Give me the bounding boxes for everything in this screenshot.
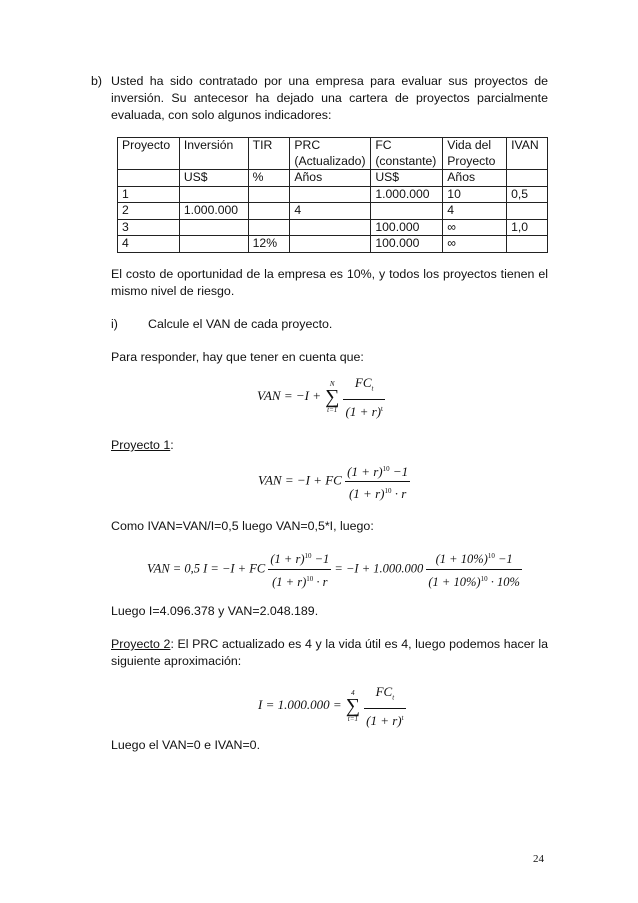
luego-paragraph: Luego I=4.096.378 y VAN=2.048.189. xyxy=(111,604,319,618)
eq3-den: (1 + r) xyxy=(272,575,307,589)
table-row xyxy=(118,219,548,236)
eq2-num: (1 + r) xyxy=(347,464,383,479)
table-units-row xyxy=(118,170,548,187)
table-row xyxy=(118,203,548,220)
header-cell: IVAN xyxy=(507,138,548,170)
eq3-den-tail: · r xyxy=(313,575,328,589)
para-responder: Para responder, hay que tener en cuenta que: xyxy=(111,350,364,364)
cell: 1.000.000 xyxy=(179,203,248,220)
item-i-text: Calcule el VAN de cada proyecto. xyxy=(148,317,333,331)
eq3-num-tail: −1 xyxy=(311,552,330,566)
cell: 2 xyxy=(118,203,180,220)
cell: 3 xyxy=(118,219,180,236)
eq1-num: FC xyxy=(354,375,372,390)
eq3-fraction-a xyxy=(268,548,331,591)
eq4-fraction xyxy=(364,683,405,729)
eq2-num-tail: −1 xyxy=(389,464,409,479)
unit-cell: % xyxy=(248,170,290,187)
table-header-row xyxy=(118,138,548,170)
unit-cell: US$ xyxy=(179,170,248,187)
proyecto1-label: Proyecto 1 xyxy=(111,438,171,452)
table-row xyxy=(118,236,548,253)
cell: 4 xyxy=(443,203,507,220)
como-paragraph: Como IVAN=VAN/I=0,5 luego VAN=0,5*I, luego: xyxy=(111,519,374,533)
unit-cell: Años xyxy=(290,170,371,187)
cell: ∞ xyxy=(443,236,507,253)
eq3-num2-sup: 10 xyxy=(487,552,495,560)
eq4-num-sub: t xyxy=(392,693,395,702)
equation-van-general xyxy=(257,374,385,420)
eq3-den-sup: 10 xyxy=(306,575,314,583)
eq3-num2: (1 + 10%) xyxy=(435,552,488,566)
equation-van-annuity xyxy=(258,461,410,502)
cell: 12% xyxy=(248,236,290,253)
sum-lower: t=1 xyxy=(347,714,358,723)
header-cell: Proyecto xyxy=(118,138,180,170)
cell: 100.000 xyxy=(371,236,443,253)
eq3-num-sup: 10 xyxy=(304,552,312,560)
cell xyxy=(371,203,443,220)
cell: 1 xyxy=(118,186,180,203)
eq3-num: (1 + r) xyxy=(270,552,305,566)
proyecto2-label: Proyecto 2 xyxy=(111,637,171,651)
header-cell: Vida del Proyecto xyxy=(443,138,507,170)
eq2-num-sup: 10 xyxy=(382,465,390,473)
eq3-num2-tail: −1 xyxy=(494,552,513,566)
projects-table xyxy=(117,137,548,253)
proyecto2-paragraph xyxy=(111,636,548,670)
sum-upper: N xyxy=(329,379,335,388)
eq3-mid: = −I + 1.000.000 xyxy=(334,561,424,576)
eq3-fraction-b xyxy=(426,548,521,591)
eq2-den: (1 + r) xyxy=(348,486,385,501)
cell: 100.000 xyxy=(371,219,443,236)
eq2-den-tail: · r xyxy=(391,486,407,501)
cell: 0,5 xyxy=(507,186,548,203)
proyecto1-heading: Proyecto 1: xyxy=(111,438,174,452)
cell: 1.000.000 xyxy=(371,186,443,203)
cell xyxy=(179,219,248,236)
cell xyxy=(290,186,371,203)
section-label: b) xyxy=(91,74,103,88)
header-cell: TIR xyxy=(248,138,290,170)
unit-cell: Años xyxy=(443,170,507,187)
eq1-den: (1 + r) xyxy=(345,403,381,419)
equation-van-proyecto1 xyxy=(147,548,522,591)
costo-paragraph: El costo de oportunidad de la empresa es 10%, y todos los proyectos tienen el mismo nivel de riesgo. xyxy=(111,267,548,298)
unit-cell: US$ xyxy=(371,170,443,187)
eq4-lhs: I = 1.000.000 = xyxy=(258,696,342,712)
cell: 4 xyxy=(118,236,180,253)
cell: ∞ xyxy=(443,219,507,236)
cell xyxy=(248,219,290,236)
unit-cell xyxy=(118,170,180,187)
header-cell: PRC (Actualizado) xyxy=(290,138,371,170)
eq3-lhs: VAN = 0,5 I = −I + FC xyxy=(147,561,266,576)
eq1-num-sub: t xyxy=(371,384,374,393)
header-cell: FC (constante) xyxy=(371,138,443,170)
cell: 1,0 xyxy=(507,219,548,236)
cell xyxy=(179,186,248,203)
luego2-paragraph: Luego el VAN=0 e IVAN=0. xyxy=(111,738,261,752)
table-row xyxy=(118,186,548,203)
eq2-fraction xyxy=(345,461,410,502)
cell xyxy=(290,236,371,253)
eq4-den: (1 + r) xyxy=(366,712,402,728)
eq1-den-sup: t xyxy=(380,404,383,413)
eq1-fraction xyxy=(343,374,384,420)
cell xyxy=(507,236,548,253)
cell xyxy=(248,203,290,220)
cell xyxy=(290,219,371,236)
eq3-den2: (1 + 10%) xyxy=(428,575,481,589)
item-i xyxy=(111,316,548,333)
sum-lower: t=1 xyxy=(327,405,338,414)
eq4-num: FC xyxy=(375,684,393,699)
eq2-den-sup: 10 xyxy=(384,487,392,495)
page-number: 24 xyxy=(533,853,544,865)
eq2-lhs: VAN = −I + FC xyxy=(258,472,342,488)
header-cell: Inversión xyxy=(179,138,248,170)
item-i-label: i) xyxy=(111,317,118,331)
unit-cell xyxy=(507,170,548,187)
cell xyxy=(507,203,548,220)
sum-upper: 4 xyxy=(351,688,355,697)
sum-symbol: 4 ∑ t=1 xyxy=(345,688,360,723)
cell xyxy=(179,236,248,253)
eq3-den2-tail: · 10% xyxy=(487,575,520,589)
proyecto2-text: : El PRC actualizado es 4 y la vida útil es 4, luego podemos hacer la siguiente aproximación: xyxy=(111,637,549,668)
eq1-lhs: VAN = −I + xyxy=(257,387,321,403)
intro-paragraph: Usted ha sido contratado por una empresa para evaluar sus proyectos de inversión. Su antecesor ha dejado una cartera de proyectos parcialmente evaluada, con solo algunos indicadores: xyxy=(111,74,548,122)
equation-investment xyxy=(258,683,406,729)
cell: 10 xyxy=(443,186,507,203)
sum-symbol: N ∑ t=1 xyxy=(325,379,340,414)
cell: 4 xyxy=(290,203,371,220)
eq4-den-sup: t xyxy=(401,713,404,722)
cell xyxy=(248,186,290,203)
eq3-den2-sup: 10 xyxy=(480,575,488,583)
